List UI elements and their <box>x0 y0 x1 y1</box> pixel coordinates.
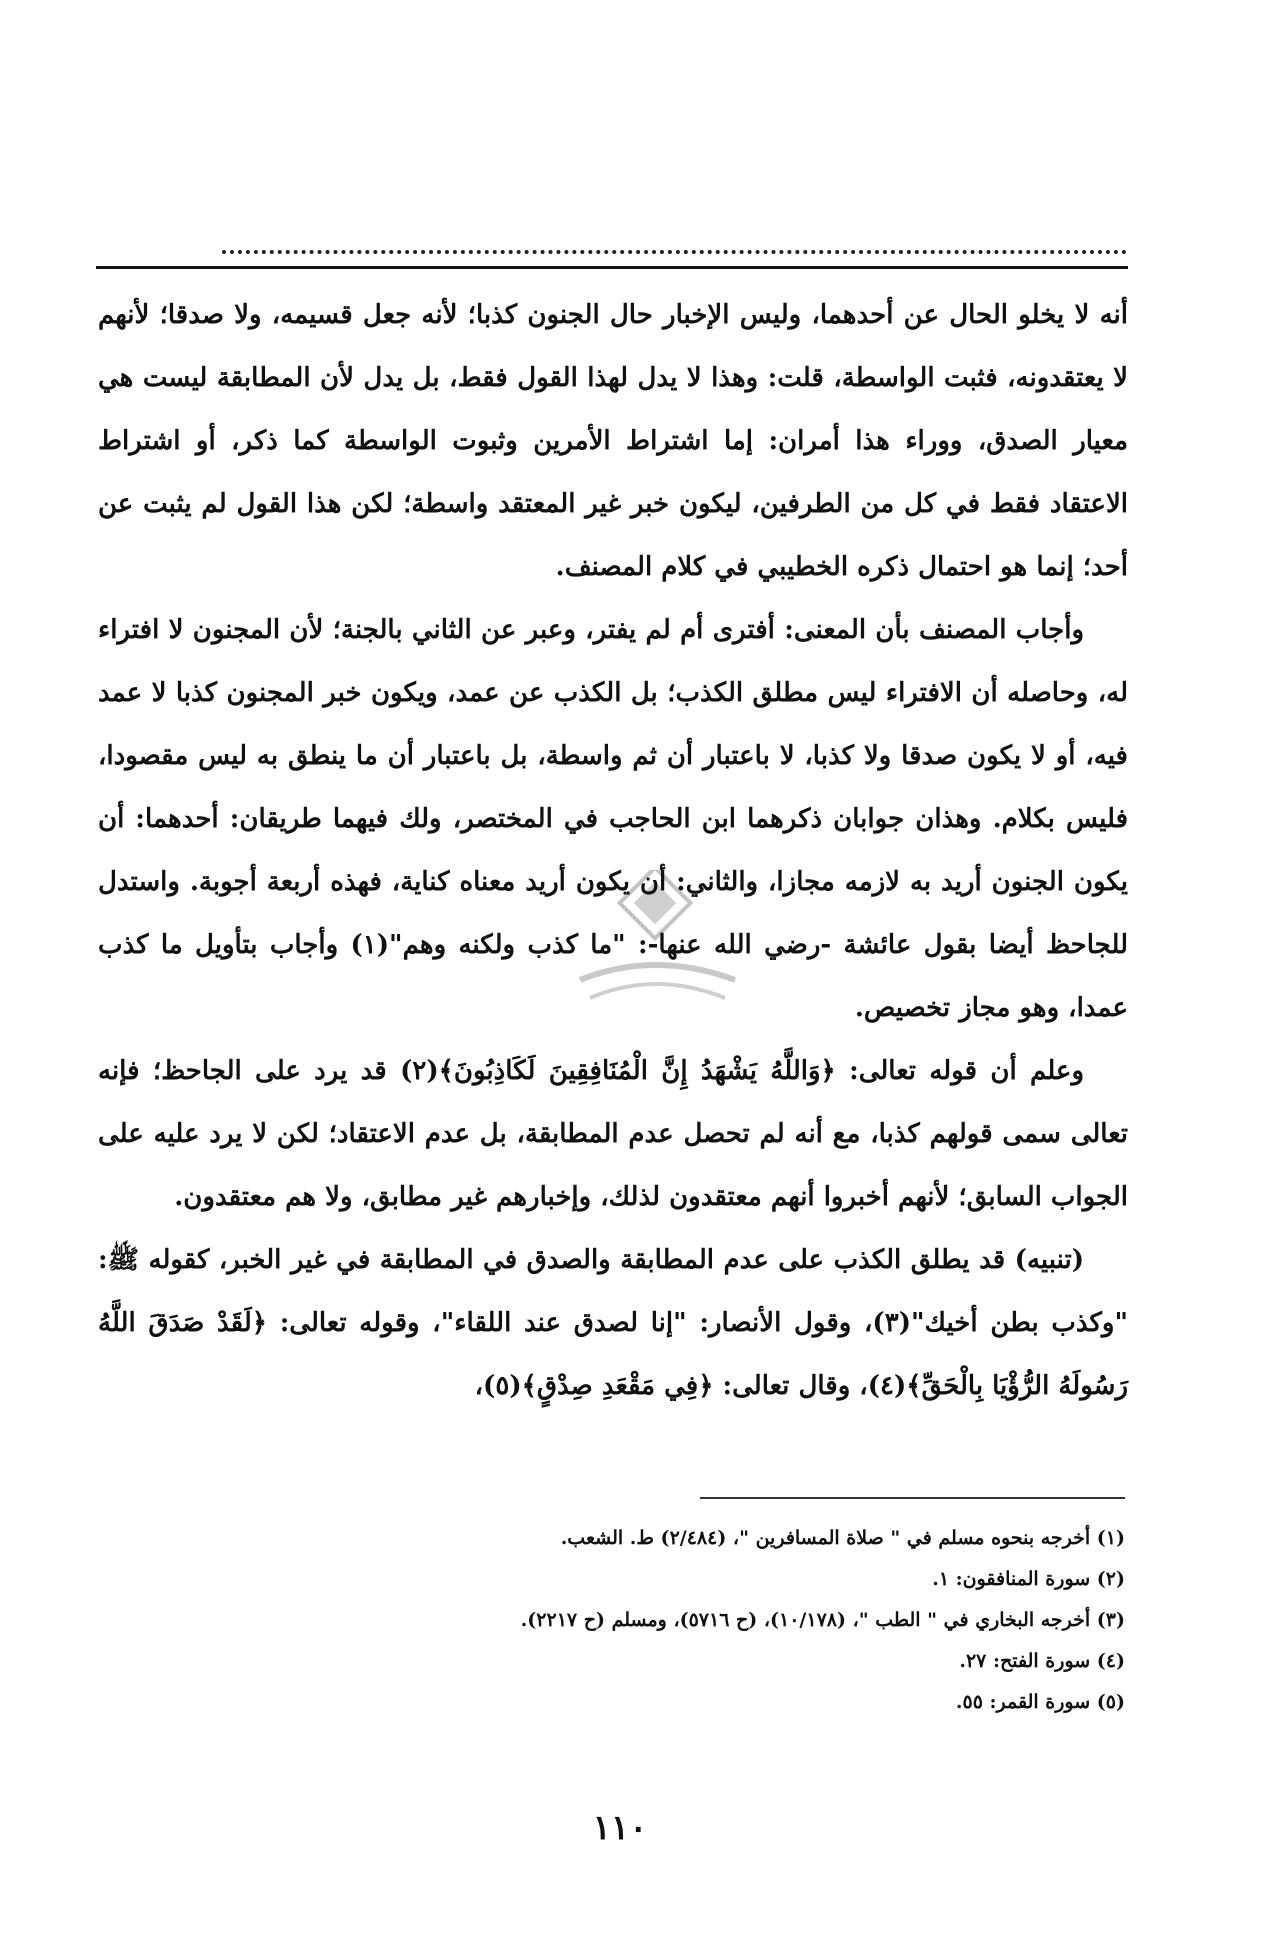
footnote-3: (٣) أخرجه البخاري في " الطب "، (١٠/١٧٨)، (ح ٥٧١٦)، ومسلم (ح ٢٢١٧). <box>520 1609 1125 1631</box>
paragraph-1: أنه لا يخلو الحال عن أحدهما، وليس الإخبار حال الجنون كذبا؛ لأنه جعل قسيمه، ولا صدقا؛ لأنهم لا يعتقدونه، فثبت الواسطة، قلت: وهذا لا يدل لهذا القول فقط، بل يدل لأن المطابقة ليست هي معيار الصدق، ووراء هذا أمران: إما اشتراط الأمرين وثبوت الواسطة كما ذكر، أو اشتراط الاعتقاد فقط في كل من الطرفين، ليكون خبر غير المعتقد واسطة؛ لكن هذا القول لم يثبت عن أحد؛ إنما هو احتمال ذكره الخطيبي في كلام المصنف. <box>98 300 1128 582</box>
header-dotted-rule <box>222 250 1127 254</box>
footnote-2: (٢) سورة المنافقون: ١. <box>932 1568 1125 1590</box>
footnote-4: (٤) سورة الفتح: ٢٧. <box>959 1650 1125 1672</box>
page-number: ١١٠ <box>592 1808 648 1848</box>
paragraph-2: وأجاب المصنف بأن المعنى: أفترى أم لم يفتر، وعبر عن الثاني بالجنة؛ لأن المجنون لا افتراء له، وحاصله أن الافتراء ليس مطلق الكذب؛ بل الكذب عن عمد، ويكون خبر المجنون كذبا لا عمد فيه، أو لا يكون صدقا ولا كذبا، لا باعتبار أن ثم واسطة، بل باعتبار أن ما ينطق به ليس مقصودا، فليس بكلام. وهذان جوابان ذكرهما ابن الحاجب في المختصر، ولك فيهما طريقان: أحدهما: أن يكون الجنون أريد به لازمه مجازا، والثاني: أن يكون أريد معناه كناية، فهذه أربعة أجوبة. واستدل للجاحظ أيضا بقول عائشة -رضي الله عنها-: "ما كذب ولكنه وهم"(١) وأجاب بتأويل ما كذب عمدا، وهو مجاز تخصيص. <box>98 615 1128 1023</box>
header-solid-rule <box>96 266 1128 269</box>
main-text-body <box>98 284 1128 1418</box>
footnote-separator <box>700 1497 1125 1499</box>
footnotes-list <box>225 1518 1125 1723</box>
paragraph-3: وعلم أن قوله تعالى: ﴿وَاللَّهُ يَشْهَدُ إِنَّ الْمُنَافِقِينَ لَكَاذِبُونَ﴾(٢) قد يرد على الجاحظ؛ فإنه تعالى سمى قولهم كذبا، مع أنه لم تحصل عدم المطابقة، بل عدم الاعتقاد؛ لكن لا يرد عليه على الجواب السابق؛ لأنهم أخبروا أنهم معتقدون لذلك، وإخبارهم غير مطابق، ولا هم معتقدون. <box>98 1056 1128 1212</box>
paragraph-4: (تنبيه) قد يطلق الكذب على عدم المطابقة والصدق في المطابقة في غير الخبر، كقوله ﷺ: "وكذب بطن أخيك"(٣)، وقول الأنصار: "إنا لصدق عند اللقاء"، وقوله تعالى: ﴿لَقَدْ صَدَقَ اللَّهُ رَسُولَهُ الرُّؤْيَا بِالْحَقِّ﴾(٤)، وقال تعالى: ﴿فِي مَقْعَدِ صِدْقٍ﴾(٥)، <box>98 1245 1128 1401</box>
footnote-1: (١) أخرجه بنحوه مسلم في " صلاة المسافرين "، (٢/٤٨٤) ط. الشعب. <box>560 1527 1125 1549</box>
footnote-5: (٥) سورة القمر: ٥٥. <box>955 1691 1125 1713</box>
